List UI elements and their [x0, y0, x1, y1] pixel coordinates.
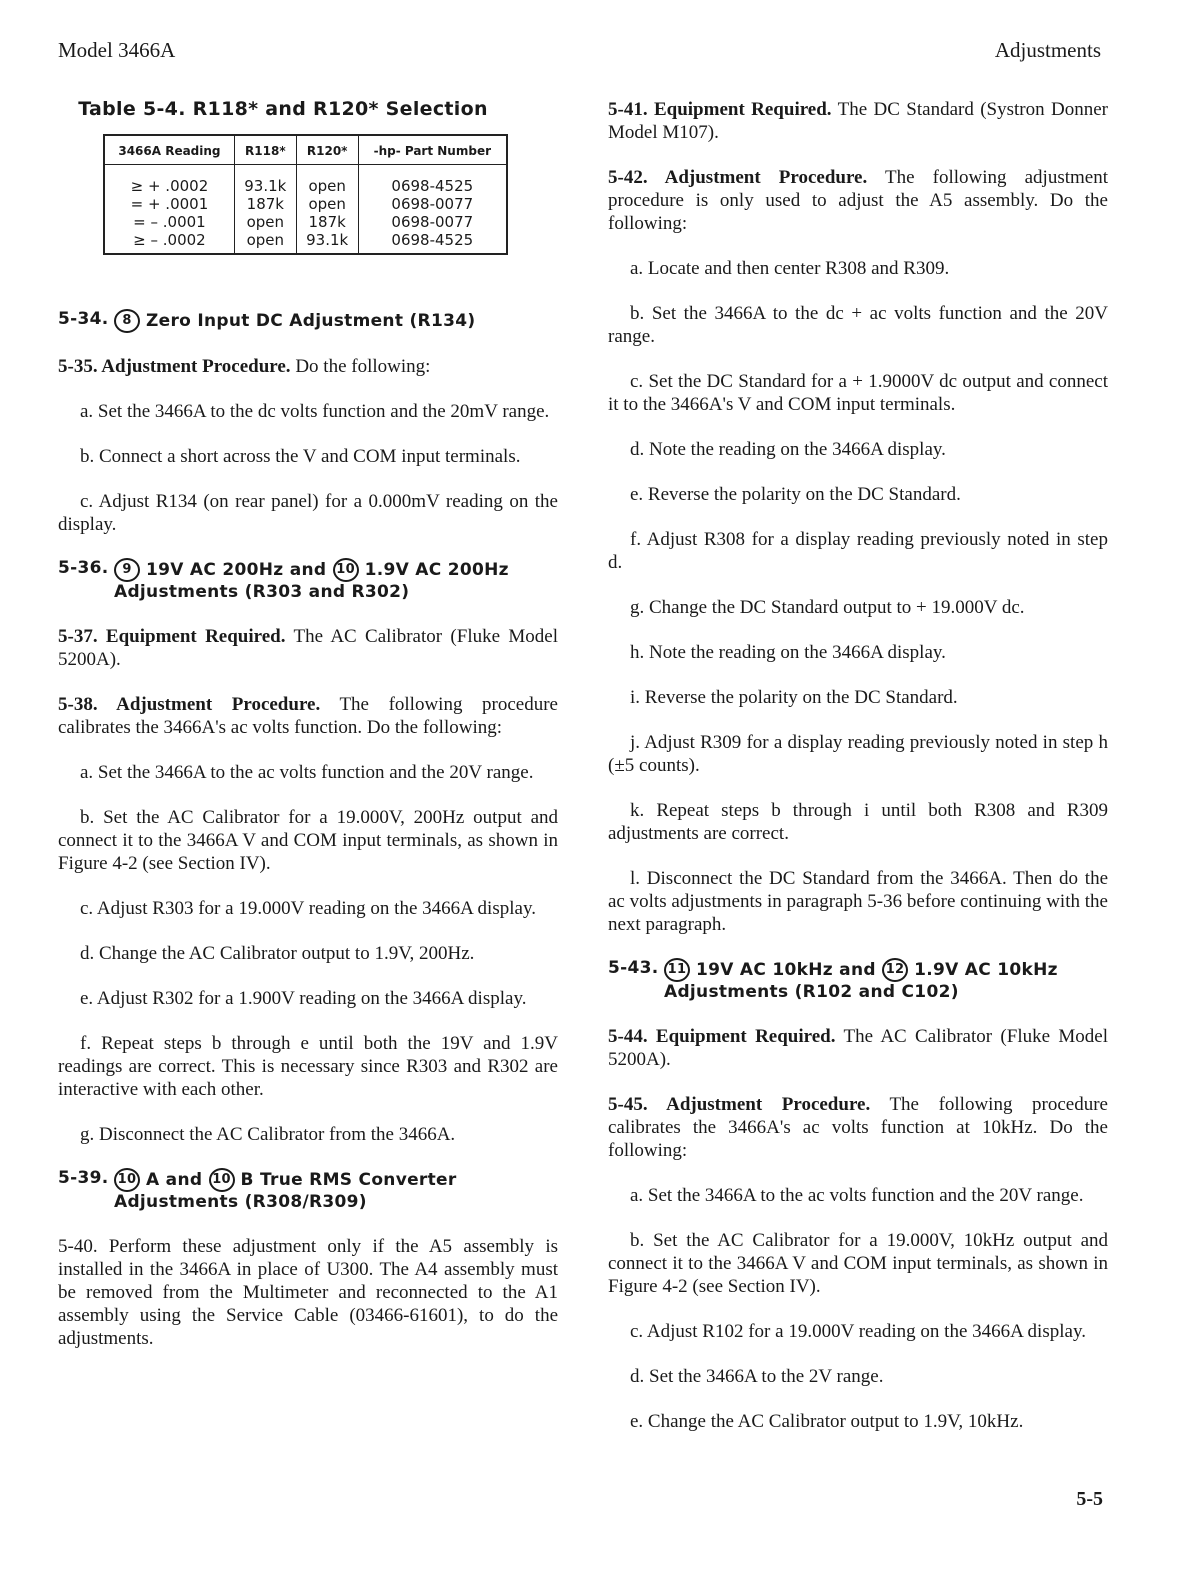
paragraph-5-42: 5-42. Adjustment Procedure. The following adjustment procedure is only used to adjust the A5 assembly. Do the following: [608, 167, 1108, 234]
table-row [104, 213, 507, 231]
table-cell: open [296, 195, 358, 213]
step: h. Note the reading on the 3466A display. [630, 642, 946, 663]
step: g. Change the DC Standard output to + 19.000V dc. [630, 597, 1025, 618]
step: b. Set the AC Calibrator for a 19.000V, 10kHz output and connect it to the 3466A V and COM input terminals, as shown in Figure 4-2 (see Section IV). [608, 1230, 1108, 1297]
table-cell: open [296, 165, 358, 196]
selection-table [103, 134, 508, 255]
table-cell: = + .0001 [104, 195, 234, 213]
table-header-cell: R118* [234, 135, 296, 165]
step: d. Change the AC Calibrator output to 1.9V, 200Hz. [80, 943, 475, 964]
paragraph-5-44: 5-44. Equipment Required. The AC Calibrator (Fluke Model 5200A). [608, 1026, 1108, 1070]
table-header-cell: 3466A Reading [104, 135, 234, 165]
paragraph-5-37: 5-37. Equipment Required. The AC Calibrator (Fluke Model 5200A). [58, 626, 558, 670]
paragraph-5-40: 5-40. Perform these adjustment only if the A5 assembly is installed in the 3466A in place of U300. The A4 assembly must be removed from the Multimeter and reconnected to the A1 assembly using the Service Cable (03466-61601), to do the adjustments. [58, 1236, 558, 1349]
table-cell: open [234, 213, 296, 231]
table-header-cell: -hp- Part Number [358, 135, 507, 165]
step: d. Set the 3466A to the 2V range. [630, 1366, 884, 1387]
table-cell: 0698-0077 [358, 195, 507, 213]
step: a. Set the 3466A to the ac volts function and the 20V range. [80, 762, 534, 783]
step: f. Adjust R308 for a display reading previously noted in step d. [608, 529, 1108, 573]
section-heading-5-34: 5-34. 8 Zero Input DC Adjustment (R134) [58, 309, 476, 331]
paragraph-5-38: 5-38. Adjustment Procedure. The following procedure calibrates the 3466A's ac volts function. Do the following: [58, 694, 558, 738]
step: c. Adjust R134 (on rear panel) for a 0.000mV reading on the display. [58, 491, 558, 535]
table-cell: 93.1k [234, 165, 296, 196]
step: e. Adjust R302 for a 1.900V reading on the 3466A display. [80, 988, 527, 1009]
table-cell: 0698-0077 [358, 213, 507, 231]
step: b. Set the 3466A to the dc + ac volts function and the 20V range. [608, 303, 1108, 347]
section-heading-5-39: 5-39. 10 A and 10 B True RMS Converter Adjustments (R308/R309) [58, 1168, 457, 1212]
step: i. Reverse the polarity on the DC Standard. [630, 687, 958, 708]
step: k. Repeat steps b through i until both R308 and R309 adjustments are correct. [608, 800, 1108, 844]
table-cell: open [234, 231, 296, 254]
table-cell: 0698-4525 [358, 165, 507, 196]
section-heading-5-36: 5-36. 9 19V AC 200Hz and 10 1.9V AC 200Hz Adjustments (R303 and R302) [58, 558, 509, 602]
step: c. Adjust R303 for a 19.000V reading on the 3466A display. [80, 898, 536, 919]
step: l. Disconnect the DC Standard from the 3466A. Then do the ac volts adjustments in paragraph 5-36 before continuing with the next paragraph. [608, 868, 1108, 935]
section-heading-5-43: 5-43. 11 19V AC 10kHz and 12 1.9V AC 10kHz Adjustments (R102 and C102) [608, 958, 1058, 1002]
step: a. Set the 3466A to the dc volts function and the 20mV range. [80, 401, 550, 422]
step: c. Set the DC Standard for a + 1.9000V dc output and connect it to the 3466A's V and COM input terminals. [608, 371, 1108, 415]
step: j. Adjust R309 for a display reading previously noted in step h (±5 counts). [608, 732, 1108, 776]
step: a. Set the 3466A to the ac volts function and the 20V range. [630, 1185, 1084, 1206]
table-cell: 187k [234, 195, 296, 213]
step: e. Reverse the polarity on the DC Standard. [630, 484, 961, 505]
step: b. Connect a short across the V and COM input terminals. [80, 446, 521, 467]
table-title: Table 5-4. R118* and R120* Selection [78, 98, 488, 120]
step: f. Repeat steps b through e until both the 19V and 1.9V readings are correct. This is necessary since R303 and R302 are interactive with each other. [58, 1033, 558, 1100]
table-cell: ≥ – .0002 [104, 231, 234, 254]
table-row [104, 231, 507, 254]
table-row [104, 165, 507, 196]
table-cell: = – .0001 [104, 213, 234, 231]
step: b. Set the AC Calibrator for a 19.000V, 200Hz output and connect it to the 3466A V and COM input terminals, as shown in Figure 4-2 (see Section IV). [58, 807, 558, 874]
table-row [104, 195, 507, 213]
left-column [58, 98, 558, 1350]
adjustment-number-badge: 8 [114, 309, 140, 333]
paragraph-5-41: 5-41. Equipment Required. The DC Standard (Systron Donner Model M107). [608, 99, 1108, 143]
table-cell: 0698-4525 [358, 231, 507, 254]
adjustment-number-badge: 9 [114, 558, 140, 582]
adjustment-number-badge: 10 [114, 1168, 140, 1192]
table-header-row [104, 135, 507, 165]
step: a. Locate and then center R308 and R309. [630, 258, 950, 279]
adjustment-number-badge: 10 [333, 558, 359, 582]
adjustment-number-badge: 11 [664, 958, 690, 982]
step: d. Note the reading on the 3466A display. [630, 439, 946, 460]
table-cell: 93.1k [296, 231, 358, 254]
paragraph-5-45: 5-45. Adjustment Procedure. The following procedure calibrates the 3466A's ac volts function at 10kHz. Do the following: [608, 1094, 1108, 1161]
table-header-cell: R120* [296, 135, 358, 165]
adjustment-number-badge: 10 [209, 1168, 235, 1192]
step: e. Change the AC Calibrator output to 1.9V, 10kHz. [630, 1411, 1024, 1432]
step: c. Adjust R102 for a 19.000V reading on the 3466A display. [630, 1321, 1086, 1342]
table-cell: 187k [296, 213, 358, 231]
right-column [608, 98, 1108, 1433]
page-number: 5-5 [1076, 1488, 1103, 1510]
step: g. Disconnect the AC Calibrator from the 3466A. [80, 1124, 456, 1145]
header-model: Model 3466A [58, 38, 176, 62]
adjustment-number-badge: 12 [882, 958, 908, 982]
header-section: Adjustments [994, 38, 1101, 62]
paragraph-5-35: 5-35. Adjustment Procedure. Do the following: [58, 356, 431, 377]
table-cell: ≥ + .0002 [104, 165, 234, 196]
